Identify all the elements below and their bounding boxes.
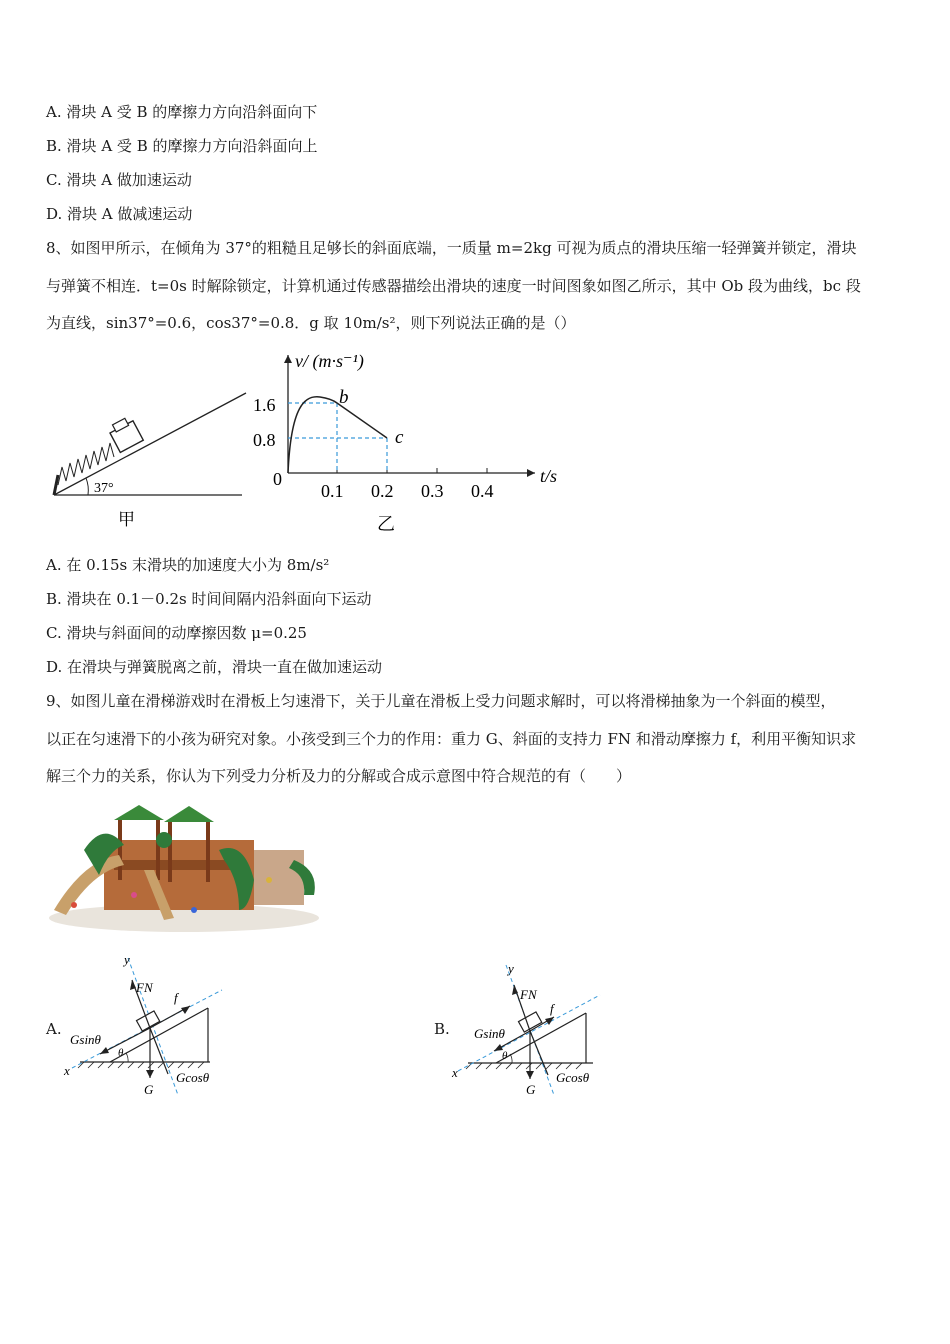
q7-option-a: A. 滑块 A 受 B 的摩擦力方向沿斜面向下 <box>46 103 318 121</box>
diagram-b-theta-label: θ <box>502 1050 508 1062</box>
q8-option-b: B. 滑块在 0.1－0.2s 时间间隔内沿斜面向下运动 <box>46 590 372 608</box>
q7-option-d: D. 滑块 A 做减速运动 <box>46 205 193 223</box>
x-axis-label: t/s <box>540 466 558 486</box>
incline-angle-label: 37° <box>94 481 114 496</box>
diagram-a-y-label: y <box>124 952 130 967</box>
diagram-b-x-label: x <box>452 1065 458 1080</box>
diagram-a-theta-label: θ <box>118 1047 124 1059</box>
force-diagram-a <box>60 950 230 1100</box>
q8-stem-line2: 与弹簧不相连．t=0s 时解除锁定，计算机通过传感器描绘出滑块的速度一时间图象如图乙所示，其中 Ob 段为曲线，bc 段 <box>46 277 861 295</box>
playground-slide-image <box>44 800 326 940</box>
x-tick-0-4: 0.4 <box>471 481 494 501</box>
figure-yi-vt-graph <box>253 345 575 540</box>
x-tick-0-3: 0.3 <box>421 481 444 501</box>
diagram-a-gcos-label: Gcosθ <box>176 1070 210 1085</box>
q7-option-c: C. 滑块 A 做加速运动 <box>46 171 192 189</box>
diagram-b-fn-label: FN <box>520 987 537 1002</box>
y-axis-label: v/ (m·s⁻¹) <box>295 351 364 371</box>
diagram-b-g-label: G <box>526 1082 536 1097</box>
point-b-label: b <box>339 387 349 408</box>
q8-stem-line3: 为直线，sin37°=0.6，cos37°=0.8．g 取 10m/s²，则下列说法正确的是（） <box>46 314 576 332</box>
diagram-a-label: A. <box>46 1020 62 1038</box>
force-diagram-b <box>448 955 618 1100</box>
figure-yi-caption: 乙 <box>377 514 395 534</box>
q8-option-d: D. 在滑块与弹簧脱离之前，滑块一直在做加速运动 <box>46 658 383 676</box>
x-tick-0-1: 0.1 <box>321 481 344 501</box>
diagram-b-label: B. <box>434 1020 450 1038</box>
origin-label: 0 <box>273 469 282 489</box>
q8-option-a: A. 在 0.15s 末滑块的加速度大小为 8m/s² <box>46 556 330 574</box>
figure-jia-caption: 甲 <box>118 510 135 529</box>
point-c-label: c <box>395 427 404 448</box>
diagram-a-g-label: G <box>144 1082 154 1097</box>
q8-option-c: C. 滑块与斜面间的动摩擦因数 μ=0.25 <box>46 624 307 642</box>
diagram-a-f-label: f <box>174 990 178 1005</box>
diagram-b-gcos-label: Gcosθ <box>556 1070 590 1085</box>
q7-option-b: B. 滑块 A 受 B 的摩擦力方向沿斜面向上 <box>46 137 318 155</box>
figure-jia-incline <box>46 385 256 535</box>
diagram-b-f-label: f <box>550 1001 554 1016</box>
q9-stem-line3: 解三个力的关系，你认为下列受力分析及力的分解或合成示意图中符合规范的有（ ） <box>46 767 632 785</box>
y-tick-1-6: 1.6 <box>253 395 276 415</box>
q9-stem-line1: 9、如图儿童在滑梯游戏时在滑板上匀速滑下，关于儿童在滑板上受力问题求解时，可以将滑梯抽象为一个斜面的模型， <box>46 692 836 710</box>
diagram-a-fn-label: FN <box>136 980 153 995</box>
y-tick-0-8: 0.8 <box>253 430 276 450</box>
diagram-b-y-label: y <box>508 961 514 976</box>
x-tick-0-2: 0.2 <box>371 481 394 501</box>
diagram-b-gsin-label: Gsinθ <box>474 1026 505 1041</box>
q8-stem-line1: 8、如图甲所示，在倾角为 37°的粗糙且足够长的斜面底端，一质量 m=2kg 可视为质点的滑块压缩一轻弹簧并锁定，滑块 <box>46 239 857 257</box>
q9-stem-line2: 以正在匀速滑下的小孩为研究对象。小孩受到三个力的作用：重力 G、斜面的支持力 FN 和滑动摩擦力 f，利用平衡知识求 <box>46 730 857 748</box>
diagram-a-x-label: x <box>64 1063 70 1078</box>
diagram-a-gsin-label: Gsinθ <box>70 1032 101 1047</box>
